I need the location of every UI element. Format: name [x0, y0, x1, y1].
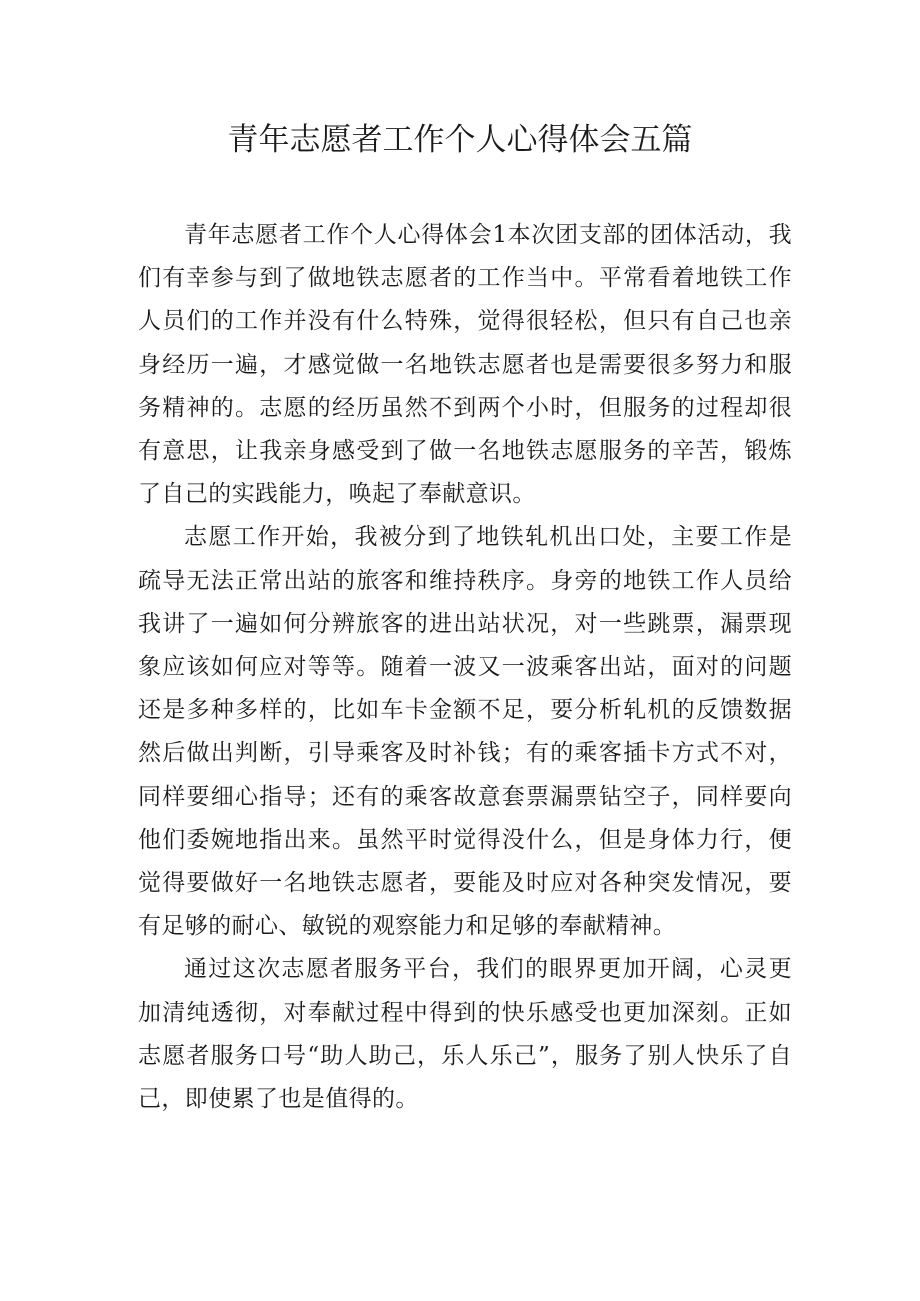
paragraph-3: 通过这次志愿者服务平台，我们的眼界更加开阔，心灵更加清纯透彻，对奉献过程中得到的快乐感受也更加深刻。正如志愿者服务口号“助人助己，乐人乐己”，服务了别人快乐了自己，即使累了也是值得的。: [138, 956, 792, 1113]
paragraph-2: 志愿工作开始，我被分到了地铁轧机出口处，主要工作是疏导无法正常出站的旅客和维持秩序。身旁的地铁工作人员给我讲了一遍如何分辨旅客的进出站状况，对一些跳票，漏票现象应该如何应对等等。随着一波又一波乘客出站，面对的问题还是多种多样的，比如车卡金额不足，要分析轧机的反馈数据然后做出判断，引导乘客及时补钱；有的乘客插卡方式不对，同样要细心指导；还有的乘客故意套票漏票钻空子，同样要向他们委婉地指出来。虽然平时觉得没什么，但是身体力行，便觉得要做好一名地铁志愿者，要能及时应对各种突发情况，要有足够的耐心、敏锐的观察能力和足够的奉献精神。: [138, 524, 792, 940]
document-title: 青年志愿者工作个人心得体会五篇: [227, 122, 693, 158]
paragraph-1: 青年志愿者工作个人心得体会1本次团支部的团体活动，我们有幸参与到了做地铁志愿者的工作当中。平常看着地铁工作人员们的工作并没有什么特殊，觉得很轻松，但只有自己也亲身经历一遍，才感觉做一名地铁志愿者也是需要很多努力和服务精神的。志愿的经历虽然不到两个小时，但服务的过程却很有意思，让我亲身感受到了做一名地铁志愿服务的辛苦，锻炼了自己的实践能力，唤起了奉献意识。: [138, 222, 792, 508]
document-body: [138, 214, 792, 1121]
